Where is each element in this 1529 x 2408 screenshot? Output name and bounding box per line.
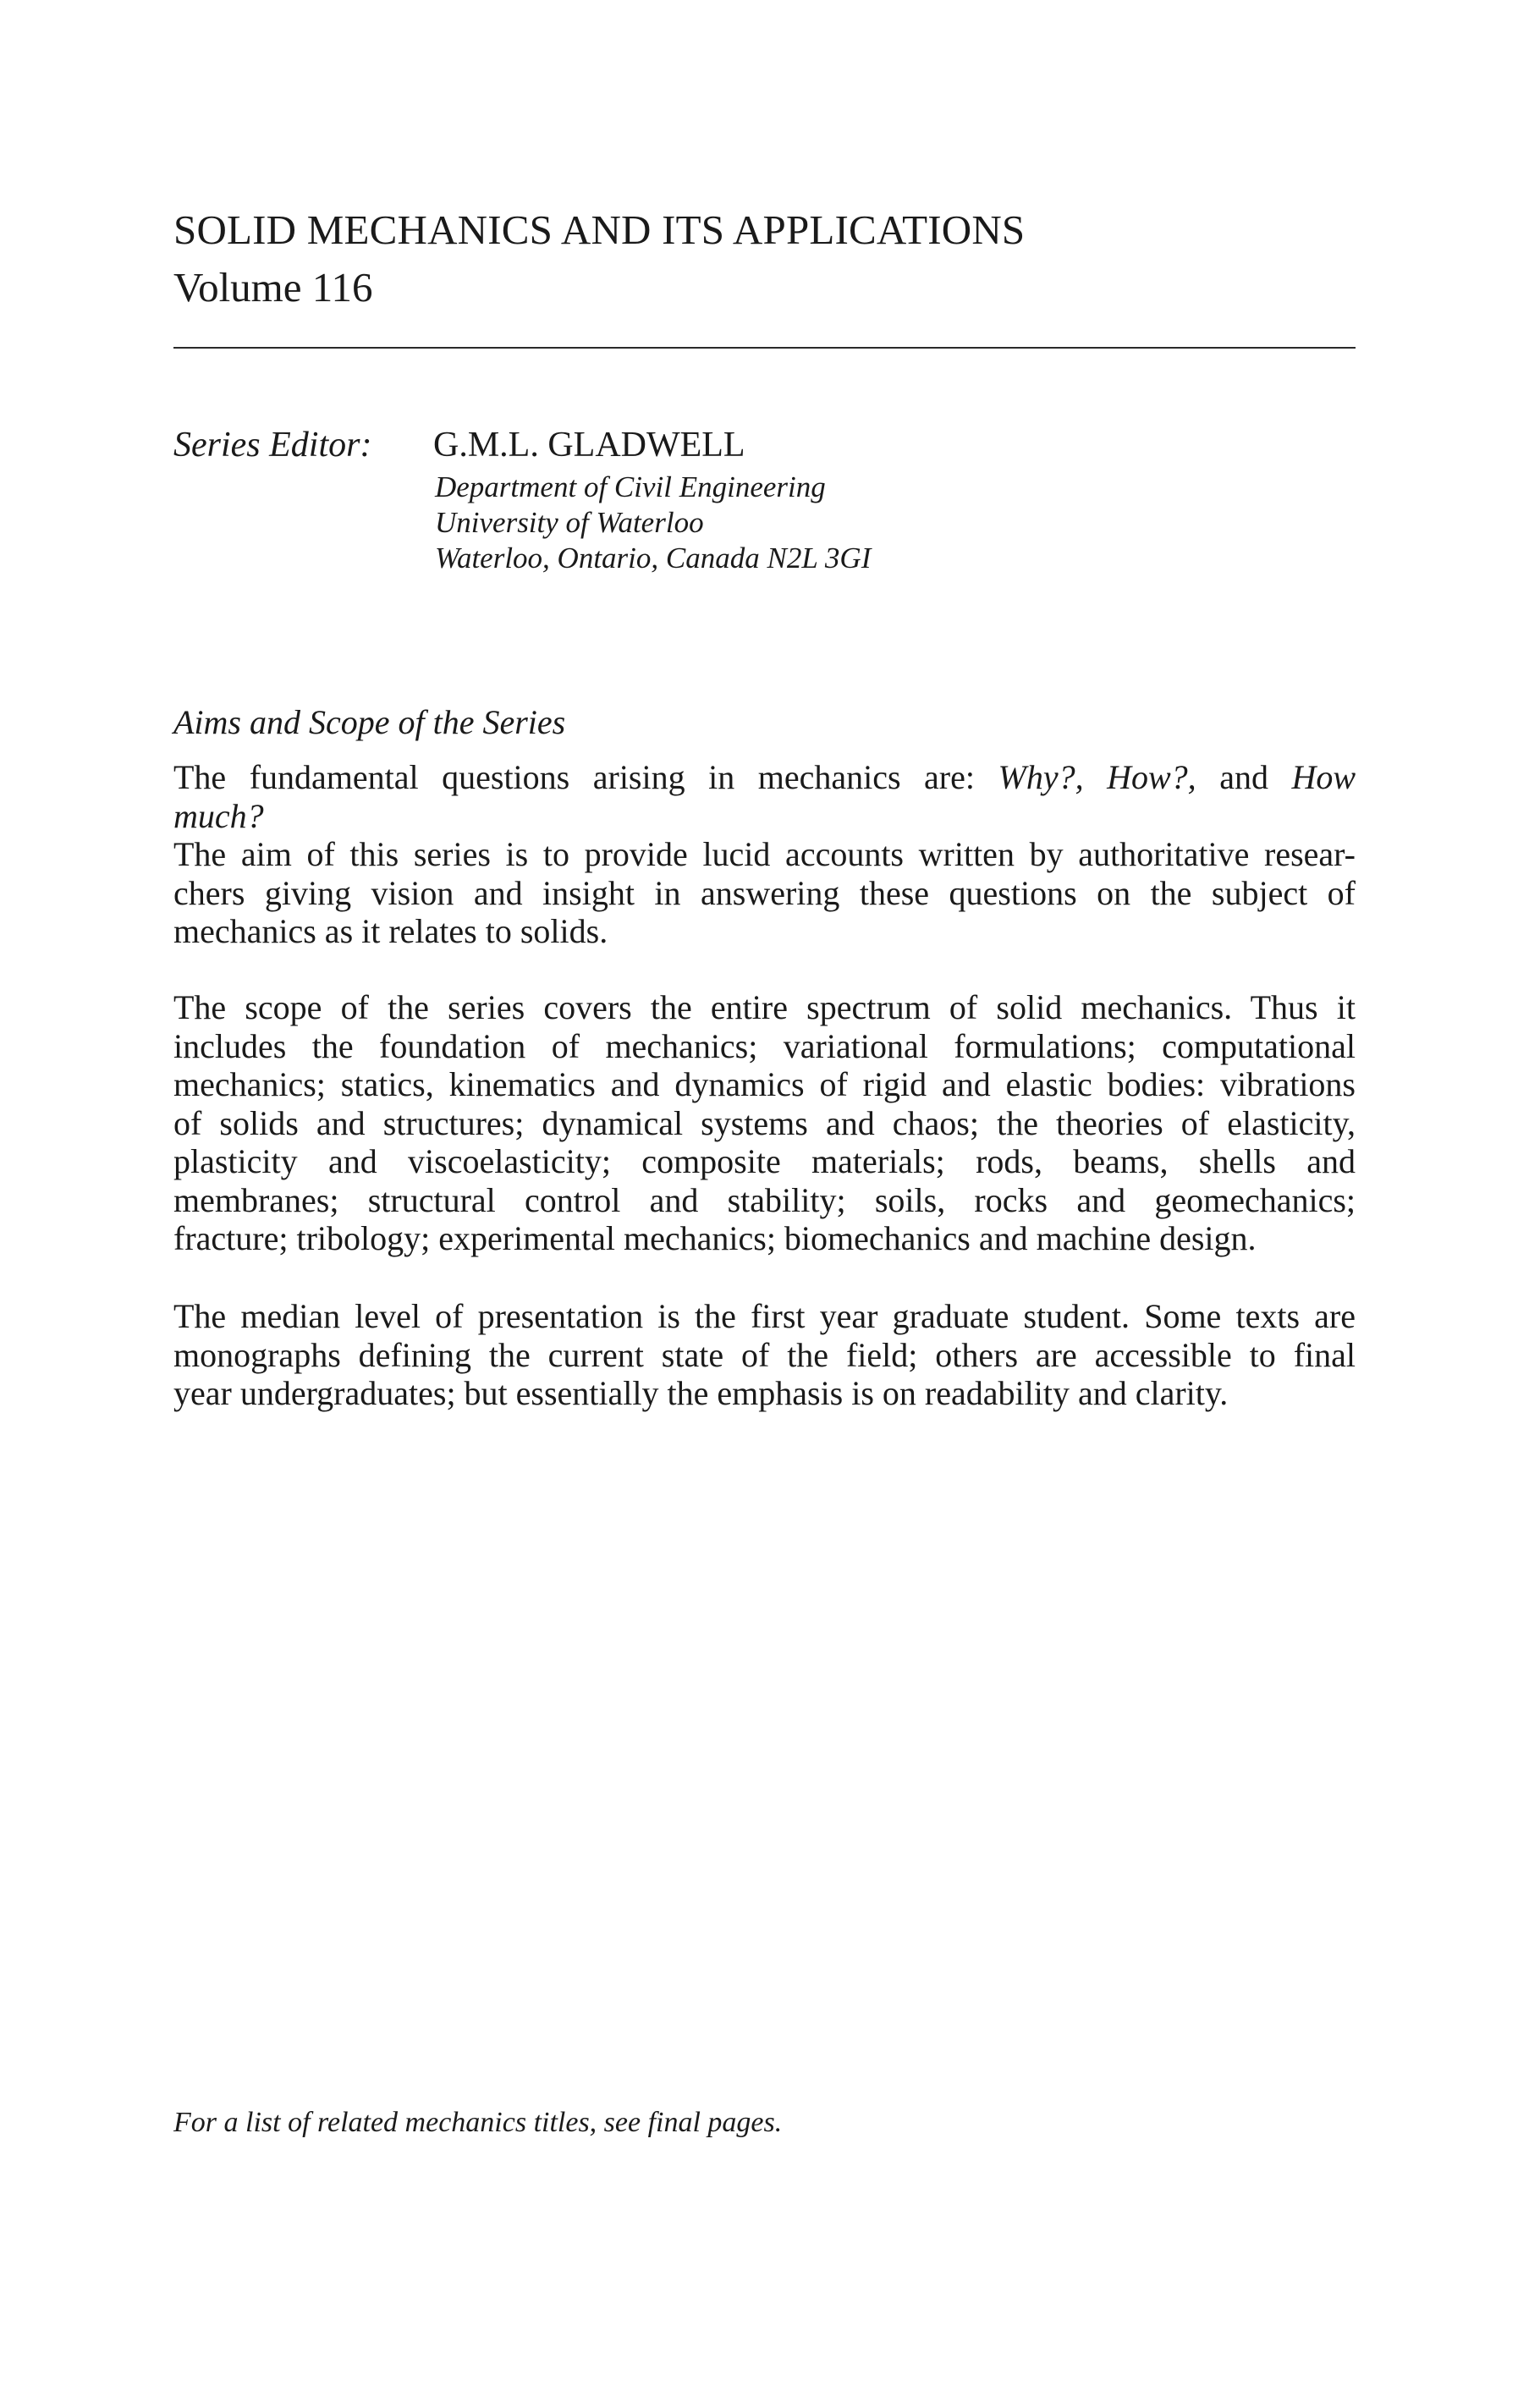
aims-paragraph-3 [173, 1297, 1356, 1413]
paragraph-line: The scope of the series covers the entire spectrum of solid mechanics. Thus it [173, 988, 1356, 1026]
horizontal-rule [173, 347, 1356, 349]
paragraph-line [173, 758, 1356, 797]
italic-questions: Why?, How?, [998, 758, 1196, 796]
paragraph-line: plasticity and viscoelasticity; composite materials; rods, beams, shells and [173, 1142, 1356, 1180]
paragraph-line: mechanics as it relates to solids. [173, 912, 608, 950]
paragraph-line: much? [173, 796, 264, 835]
paragraph-line: monographs defining the current state of the field; others are accessible to final [173, 1335, 1356, 1374]
affiliation-line: Department of Civil Engineering [435, 470, 826, 503]
paragraph-line: year undergraduates; but essentially the emphasis is on readability and clarity. [173, 1374, 1229, 1412]
affiliation-line: University of Waterloo [435, 506, 704, 539]
series-editor-label: Series Editor: [173, 426, 372, 465]
series-title: SOLID MECHANICS AND ITS APPLICATIONS [173, 206, 1026, 253]
series-editor-name: G.M.L. GLADWELL [433, 426, 745, 465]
paragraph-line: includes the foundation of mechanics; variational formulations; computational [173, 1026, 1356, 1065]
text-segment: and [1219, 758, 1268, 796]
paragraph-line: fracture; tribology; experimental mechanics; biomechanics and machine design. [173, 1219, 1257, 1257]
paragraph-line: membranes; structural control and stability; soils, rocks and geomechanics; [173, 1180, 1356, 1219]
series-editor-affiliation [435, 470, 871, 576]
paragraph-line: chers giving vision and insight in answering these questions on the subject of [173, 873, 1356, 912]
affiliation-line: Waterloo, Ontario, Canada N2L 3GI [435, 542, 872, 575]
volume-number: Volume 116 [173, 264, 373, 311]
aims-heading: Aims and Scope of the Series [173, 703, 566, 741]
paragraph-line: of solids and structures; dynamical systems and chaos; the theories of elasticity, [173, 1103, 1356, 1142]
italic-question: How [1291, 758, 1356, 796]
paragraph-line: mechanics; statics, kinematics and dynamics of rigid and elastic bodies: vibrations [173, 1065, 1356, 1103]
aims-paragraph-2 [173, 988, 1356, 1258]
footnote: For a list of related mechanics titles, see final pages. [173, 2107, 783, 2138]
aims-paragraph-1 [173, 758, 1356, 951]
text-segment: The fundamental questions arising in mechanics are: [173, 758, 975, 796]
paragraph-line: The aim of this series is to provide lucid accounts written by authoritative resear- [173, 835, 1356, 873]
paragraph-line: The median level of presentation is the first year graduate student. Some texts are [173, 1297, 1356, 1335]
